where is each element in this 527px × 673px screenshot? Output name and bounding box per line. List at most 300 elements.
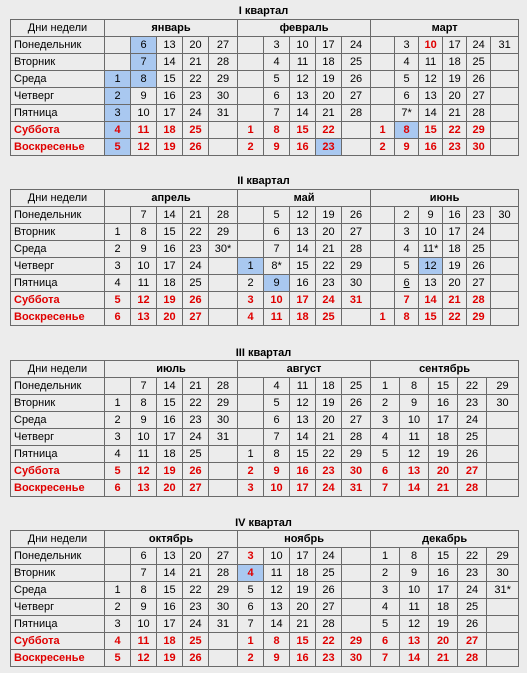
day-cell [371,258,395,275]
day-cell: 14 [400,480,429,497]
day-cell: 26 [342,207,371,224]
day-cell: 24 [316,292,342,309]
day-cell: 22 [183,71,209,88]
month-header: декабрь [371,531,519,548]
day-cell: 30 [467,139,491,156]
day-cell: 5 [105,292,131,309]
day-cell: 31 [209,616,238,633]
day-cell: 18 [429,599,458,616]
day-cell: 23 [443,139,467,156]
day-cell: 18 [429,429,458,446]
day-cell: 2 [105,412,131,429]
day-cell: 26 [467,71,491,88]
day-cell: 26 [458,446,487,463]
weekday-row [11,480,519,497]
day-cell: 22 [316,446,342,463]
day-cell: 13 [400,463,429,480]
day-cell: 14 [290,241,316,258]
day-cell: 31 [342,292,371,309]
day-cell [371,37,395,54]
day-cell: 16 [157,88,183,105]
day-cell: 26 [458,616,487,633]
day-cell: 27 [342,224,371,241]
weekday-label: Четверг [11,429,105,446]
day-cell: 20 [183,37,209,54]
day-cell: 15 [157,224,183,241]
day-cell: 8 [400,378,429,395]
day-cell: 6 [238,599,264,616]
day-cell: 18 [290,309,316,326]
day-cell [342,122,371,139]
day-cell: 1 [371,122,395,139]
day-cell: 15 [429,378,458,395]
day-cell: 21 [443,105,467,122]
header-row [11,361,519,378]
day-cell: 13 [400,633,429,650]
day-cell [238,224,264,241]
day-cell: 13 [264,599,290,616]
day-cell: 30 [487,565,519,582]
day-cell: 22 [458,378,487,395]
day-cell: 22 [183,395,209,412]
day-cell: 30 [342,650,371,667]
weekday-label: Суббота [11,292,105,309]
day-cell: 30 [342,463,371,480]
day-cell: 10 [419,224,443,241]
day-cell: 20 [429,463,458,480]
day-cell: 23 [183,599,209,616]
day-cell: 1 [105,582,131,599]
day-cell: 12 [131,292,157,309]
day-cell [209,139,238,156]
day-cell: 13 [290,412,316,429]
weekday-label: Пятница [11,616,105,633]
day-cell: 24 [183,616,209,633]
day-cell: 5 [105,463,131,480]
weekday-label: Воскресенье [11,650,105,667]
day-cell [371,88,395,105]
day-cell: 10 [131,429,157,446]
day-cell: 11 [400,599,429,616]
day-cell: 1 [238,122,264,139]
day-cell: 14 [157,54,183,71]
month-header: сентябрь [371,361,519,378]
day-cell: 20 [429,633,458,650]
weekday-row [11,54,519,71]
day-cell: 13 [157,548,183,565]
day-cell [487,412,519,429]
weekday-label: Вторник [11,54,105,71]
day-cell [371,54,395,71]
weekday-label: Четверг [11,599,105,616]
day-cell: 7 [264,241,290,258]
weekday-row [11,122,519,139]
day-cell: 17 [157,105,183,122]
weekday-label: Среда [11,71,105,88]
day-cell: 8 [264,633,290,650]
day-cell: 7 [371,650,400,667]
day-cell: 9 [131,241,157,258]
day-cell: 15 [290,633,316,650]
day-cell: 6 [131,37,157,54]
day-cell: 22 [183,224,209,241]
day-cell: 24 [183,105,209,122]
day-cell: 28 [209,54,238,71]
day-cell: 30 [209,412,238,429]
day-cell [371,241,395,258]
weekdays-header: Дни недели [11,361,105,378]
day-cell [371,275,395,292]
day-cell: 10 [264,548,290,565]
day-cell: 23 [458,565,487,582]
day-cell: 19 [157,292,183,309]
day-cell: 6 [105,480,131,497]
day-cell: 7 [264,429,290,446]
day-cell [371,292,395,309]
weekday-row [11,582,519,599]
day-cell: 20 [183,548,209,565]
day-cell: 18 [157,446,183,463]
day-cell: 30 [209,599,238,616]
day-cell: 3 [371,412,400,429]
day-cell: 23 [467,207,491,224]
day-cell: 7 [264,105,290,122]
day-cell: 3 [395,37,419,54]
day-cell: 28 [209,378,238,395]
day-cell [238,378,264,395]
day-cell: 19 [429,446,458,463]
day-cell [342,548,371,565]
day-cell: 17 [157,616,183,633]
day-cell: 18 [290,565,316,582]
day-cell: 9 [400,395,429,412]
day-cell: 9 [395,139,419,156]
day-cell: 15 [290,122,316,139]
day-cell [105,565,131,582]
day-cell [105,207,131,224]
day-cell: 27 [342,88,371,105]
day-cell: 16 [290,463,316,480]
day-cell: 6 [371,463,400,480]
weekday-label: Суббота [11,463,105,480]
day-cell: 29 [487,378,519,395]
day-cell: 19 [157,463,183,480]
weekday-row [11,412,519,429]
day-cell: 3 [238,480,264,497]
weekday-label: Среда [11,241,105,258]
day-cell: 11 [131,633,157,650]
day-cell [491,258,519,275]
header-row [11,531,519,548]
day-cell: 9 [264,275,290,292]
day-cell: 3 [238,548,264,565]
day-cell [487,429,519,446]
day-cell: 21 [183,378,209,395]
day-cell: 6 [395,275,419,292]
day-cell: 4 [371,599,400,616]
day-cell: 28 [342,241,371,258]
day-cell: 2 [371,565,400,582]
weekday-row [11,224,519,241]
day-cell: 28 [458,650,487,667]
day-cell: 15 [157,71,183,88]
day-cell: 5 [264,395,290,412]
day-cell: 28 [209,565,238,582]
day-cell [491,292,519,309]
day-cell: 27 [458,633,487,650]
day-cell: 13 [131,309,157,326]
day-cell: 21 [183,207,209,224]
weekday-label: Четверг [11,258,105,275]
day-cell: 28 [458,480,487,497]
day-cell: 7 [371,480,400,497]
day-cell: 18 [157,122,183,139]
day-cell: 23 [316,650,342,667]
day-cell [209,650,238,667]
day-cell [238,395,264,412]
day-cell: 1 [238,633,264,650]
day-cell: 19 [316,395,342,412]
day-cell: 20 [316,88,342,105]
weekday-label: Суббота [11,633,105,650]
day-cell: 21 [316,429,342,446]
day-cell: 29 [209,395,238,412]
day-cell: 19 [157,139,183,156]
day-cell: 28 [467,105,491,122]
day-cell: 6 [264,412,290,429]
day-cell: 15 [419,122,443,139]
day-cell: 4 [395,54,419,71]
day-cell: 17 [316,37,342,54]
day-cell: 8* [264,258,290,275]
day-cell: 19 [290,582,316,599]
day-cell: 17 [290,480,316,497]
day-cell [209,463,238,480]
day-cell: 29 [209,71,238,88]
quarter-title: III квартал [235,347,292,359]
day-cell: 24 [183,429,209,446]
weekday-row [11,88,519,105]
day-cell [238,207,264,224]
day-cell: 13 [419,88,443,105]
day-cell: 28 [342,105,371,122]
day-cell: 29 [467,309,491,326]
day-cell [371,207,395,224]
day-cell: 1 [105,224,131,241]
day-cell: 22 [443,122,467,139]
day-cell: 27 [316,599,342,616]
day-cell: 3 [238,292,264,309]
day-cell: 2 [105,241,131,258]
day-cell: 20 [157,309,183,326]
day-cell: 5 [105,650,131,667]
day-cell: 9 [400,565,429,582]
day-cell: 2 [238,139,264,156]
day-cell: 21 [183,565,209,582]
weekdays-header: Дни недели [11,20,105,37]
day-cell [487,616,519,633]
header-row [11,190,519,207]
day-cell: 11 [290,378,316,395]
day-cell: 21 [443,292,467,309]
month-header: июль [105,361,238,378]
weekday-row [11,258,519,275]
weekday-label: Воскресенье [11,309,105,326]
month-header: январь [105,20,238,37]
day-cell: 24 [316,480,342,497]
day-cell: 6 [264,88,290,105]
weekday-row [11,548,519,565]
day-cell [209,292,238,309]
weekday-label: Среда [11,582,105,599]
weekday-label: Воскресенье [11,139,105,156]
day-cell: 22 [443,309,467,326]
day-cell: 25 [183,446,209,463]
day-cell: 11 [264,565,290,582]
weekday-row [11,378,519,395]
day-cell: 14 [264,616,290,633]
day-cell: 1 [371,309,395,326]
day-cell: 23 [183,241,209,258]
day-cell [105,54,131,71]
weekday-row [11,292,519,309]
day-cell: 7* [395,105,419,122]
day-cell: 1 [105,395,131,412]
day-cell: 14 [419,292,443,309]
weekday-row [11,207,519,224]
day-cell [238,88,264,105]
day-cell: 28 [209,207,238,224]
day-cell: 25 [183,122,209,139]
day-cell: 29 [487,548,519,565]
weekday-row [11,139,519,156]
day-cell: 16 [157,412,183,429]
day-cell: 18 [157,275,183,292]
day-cell: 13 [131,480,157,497]
day-cell: 12 [131,139,157,156]
day-cell [491,105,519,122]
day-cell: 26 [183,463,209,480]
day-cell: 12 [290,395,316,412]
day-cell: 29 [342,258,371,275]
day-cell: 16 [429,565,458,582]
day-cell: 30 [487,395,519,412]
day-cell: 5 [395,258,419,275]
day-cell [371,105,395,122]
day-cell: 6 [371,633,400,650]
day-cell [491,224,519,241]
day-cell: 14 [400,650,429,667]
month-header: апрель [105,190,238,207]
day-cell: 7 [395,292,419,309]
day-cell: 21 [429,650,458,667]
day-cell: 25 [458,599,487,616]
day-cell: 14 [290,429,316,446]
day-cell: 25 [316,565,342,582]
day-cell: 20 [316,224,342,241]
weekday-row [11,275,519,292]
day-cell: 7 [131,54,157,71]
day-cell: 12 [290,71,316,88]
day-cell: 2 [371,395,400,412]
day-cell: 8 [264,446,290,463]
day-cell: 29 [209,582,238,599]
day-cell [105,378,131,395]
day-cell: 14 [419,105,443,122]
day-cell: 5 [264,71,290,88]
day-cell: 30 [491,207,519,224]
day-cell: 17 [429,412,458,429]
day-cell: 27 [209,37,238,54]
day-cell: 10 [264,292,290,309]
day-cell: 8 [131,224,157,241]
day-cell [209,633,238,650]
day-cell: 3 [371,582,400,599]
day-cell: 6 [105,309,131,326]
day-cell: 9 [264,139,290,156]
day-cell: 5 [371,446,400,463]
day-cell: 10 [131,105,157,122]
day-cell: 3 [105,105,131,122]
day-cell: 3 [264,37,290,54]
day-cell [487,446,519,463]
weekday-row [11,599,519,616]
day-cell: 12 [131,650,157,667]
day-cell: 15 [419,309,443,326]
day-cell: 7 [131,378,157,395]
day-cell: 10 [400,582,429,599]
day-cell: 29 [342,446,371,463]
month-header: март [371,20,519,37]
day-cell [491,139,519,156]
day-cell [209,309,238,326]
day-cell: 31 [209,105,238,122]
day-cell: 24 [467,37,491,54]
day-cell: 21 [290,616,316,633]
day-cell: 20 [443,88,467,105]
weekday-row [11,429,519,446]
day-cell: 21 [316,241,342,258]
weekday-row [11,309,519,326]
weekday-label: Вторник [11,224,105,241]
day-cell [238,37,264,54]
day-cell: 31 [209,429,238,446]
day-cell [105,37,131,54]
day-cell: 14 [290,105,316,122]
weekday-label: Пятница [11,446,105,463]
day-cell: 17 [157,429,183,446]
day-cell: 11 [264,309,290,326]
day-cell: 4 [238,565,264,582]
weekday-row [11,616,519,633]
day-cell: 24 [183,258,209,275]
day-cell: 7 [131,565,157,582]
day-cell: 24 [316,548,342,565]
weekday-label: Понедельник [11,37,105,54]
day-cell: 12 [400,446,429,463]
day-cell: 17 [157,258,183,275]
weekday-label: Понедельник [11,378,105,395]
day-cell: 6 [131,548,157,565]
day-cell [487,480,519,497]
day-cell: 4 [105,446,131,463]
day-cell: 8 [131,71,157,88]
day-cell: 10 [264,480,290,497]
day-cell: 24 [458,412,487,429]
day-cell [487,633,519,650]
day-cell: 21 [183,54,209,71]
day-cell: 17 [290,548,316,565]
